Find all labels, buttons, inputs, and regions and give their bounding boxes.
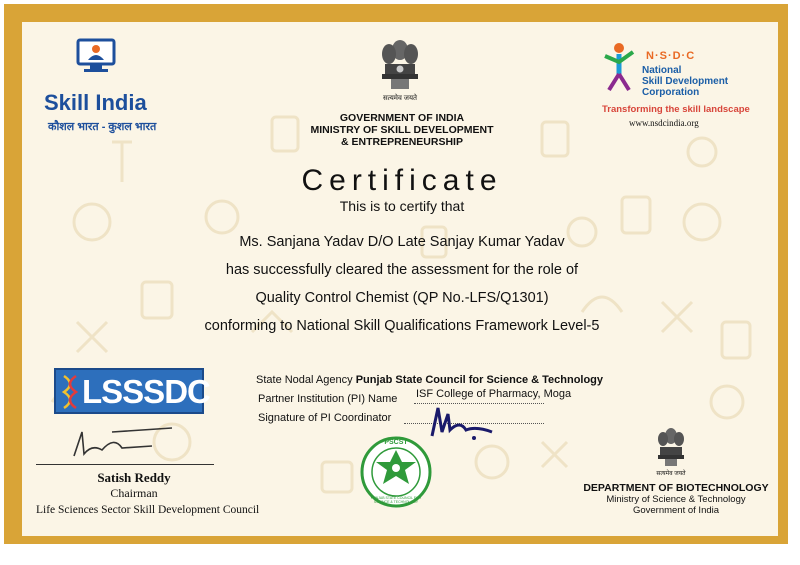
lsssdc-text: LSSSDC xyxy=(82,373,210,410)
assessment-line: has successfully cleared the assessment for the role of xyxy=(225,262,579,278)
nsdc-name xyxy=(642,65,728,98)
national-emblem-icon xyxy=(379,34,421,92)
chairman-name: Satish Reddy xyxy=(97,470,171,485)
dbt-emblem-icon xyxy=(656,424,686,468)
chairman-signature xyxy=(62,424,182,464)
chairman-block xyxy=(34,467,234,501)
certificate-title: Certificate xyxy=(301,164,503,197)
nsdc-abbr: N·S·D·C xyxy=(646,50,696,62)
dbt-name: DEPARTMENT OF BIOTECHNOLOGY xyxy=(583,482,769,494)
skill-india-tagline: कौशल भारत - कुशल भारत xyxy=(48,121,157,133)
dna-icon xyxy=(60,374,80,410)
government-heading xyxy=(282,112,522,148)
chairman-signature-line xyxy=(36,464,214,465)
nsdc-tagline: Transforming the skill landscape xyxy=(602,104,750,115)
government-line-3: & ENTREPRENEURSHIP xyxy=(341,136,463,148)
role-line: Quality Control Chemist (QP No.-LFS/Q1301) xyxy=(255,290,549,306)
certificate-body xyxy=(22,22,778,536)
government-line-2: MINISTRY OF SKILL DEVELOPMENT xyxy=(310,124,494,136)
framework-line: conforming to National Skill Qualifications Framework Level-5 xyxy=(204,318,600,334)
nsdc-name-line-3: Corporation xyxy=(642,87,700,98)
pscst-seal xyxy=(360,432,432,510)
skill-india-monitor-icon xyxy=(76,38,116,74)
dbt-block xyxy=(576,482,776,516)
dbt-government: Government of India xyxy=(632,505,720,516)
certify-intro: This is to certify that xyxy=(339,198,465,214)
signature-label: Signature of PI Coordinator xyxy=(258,412,392,424)
lsssdc-logo xyxy=(54,368,210,414)
council-name: Life Sciences Sector Skill Development Council xyxy=(36,504,260,516)
chairman-title: Chairman xyxy=(110,486,158,500)
pscst-abbr: PSCST xyxy=(384,439,408,446)
nsdc-url: www.nsdcindia.org xyxy=(629,118,699,128)
recipient-name: Ms. Sanjana Yadav D/O Late Sanjay Kumar Yadav xyxy=(239,234,565,250)
nsdc-figure-icon xyxy=(602,42,636,94)
nodal-agency-label: State Nodal Agency xyxy=(256,374,353,386)
dbt-motto: सत्यमेव जयते xyxy=(656,471,686,477)
government-line-1: GOVERNMENT OF INDIA xyxy=(339,112,465,124)
nodal-agency-value: Punjab State Council for Science & Technology xyxy=(355,374,604,386)
pi-coordinator-signature xyxy=(426,402,496,442)
pscst-ring-text: PUNJAB STATE COUNCIL FOR SCIENCE & TECHNOLOGY xyxy=(370,496,422,504)
nodal-agency xyxy=(256,374,603,386)
certificate-border xyxy=(4,4,788,544)
emblem-motto: सत्यमेव जयते xyxy=(382,95,418,102)
nsdc-name-line-1: National xyxy=(642,65,682,76)
dbt-ministry: Ministry of Science & Technology xyxy=(606,494,746,505)
nsdc-name-line-2: Skill Development xyxy=(642,76,729,87)
partner-institution-label: Partner Institution (PI) Name xyxy=(258,393,398,405)
skill-india-title: Skill India xyxy=(44,90,147,115)
partner-institution-value: ISF College of Pharmacy, Moga xyxy=(416,388,572,400)
